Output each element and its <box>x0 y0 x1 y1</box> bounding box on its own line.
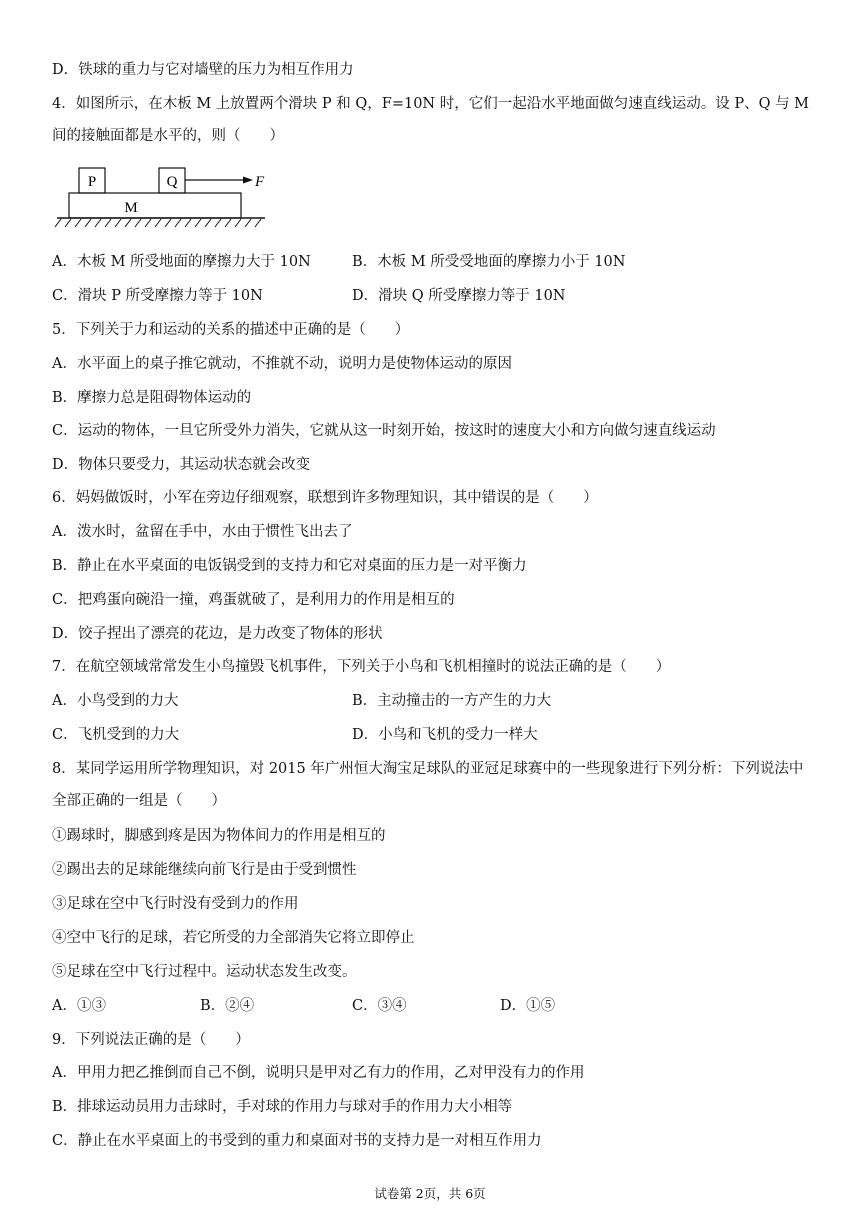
q7-option-a: A．小鸟受到的力大 <box>52 693 179 709</box>
q6-stem: 6．妈妈做饭时，小军在旁边仔细观察，联想到许多物理知识，其中错误的是（ ） <box>52 490 598 506</box>
q4-figure <box>55 162 270 234</box>
q8-stem: 8．某同学运用所学物理知识，对 2015 年广州恒大淘宝足球队的亚冠足球赛中的一些现象进行下列分析：下列说法中全部正确的一组是（ ） <box>52 761 804 809</box>
q6-option-c: C．把鸡蛋向碗沿一撞，鸡蛋就破了，是利用力的作用是相互的 <box>52 592 455 608</box>
q9-stem: 9．下列说法正确的是（ ） <box>52 1032 250 1048</box>
force-arrow-head <box>243 177 253 184</box>
q5-stem: 5．下列关于力和运动的关系的描述中正确的是（ ） <box>52 322 410 338</box>
q8-option-a: A．①③ <box>52 998 106 1014</box>
q9-option-c: C．静止在水平桌面上的书受到的重力和桌面对书的支持力是一对相互作用力 <box>52 1133 542 1149</box>
q8-item-5: ⑤足球在空中飞行过程中。运动状态发生改变。 <box>52 964 357 980</box>
force-label: F <box>255 174 265 190</box>
q8-option-b: B．②④ <box>200 998 255 1014</box>
q9-option-b: B．排球运动员用力击球时，手对球的作用力与球对手的作用力大小相等 <box>52 1099 513 1115</box>
q3-option-d: D．铁球的重力与它对墙壁的压力为相互作用力 <box>52 62 354 78</box>
q6-option-d: D．饺子捏出了漂亮的花边，是力改变了物体的形状 <box>52 626 383 642</box>
q8-item-1: ①踢球时，脚感到疼是因为物体间力的作用是相互的 <box>52 828 386 844</box>
board-m <box>69 193 241 218</box>
q7-option-d: D．小鸟和飞机的受力一样大 <box>352 727 538 743</box>
page-footer: 试卷第 2页，共 6页 <box>374 1186 486 1201</box>
q5-option-b: B．摩擦力总是阻碍物体运动的 <box>52 390 252 406</box>
q7-option-c: C．飞机受到的力大 <box>52 727 180 743</box>
q8-item-4: ④空中飞行的足球，若它所受的力全部消失它将立即停止 <box>52 930 415 946</box>
board-m-label: M <box>124 200 138 216</box>
q8-option-d: D．①⑤ <box>500 998 556 1014</box>
block-q-label: Q <box>166 174 178 190</box>
q9-option-a: A．甲用力把乙推倒而自己不倒，说明只是甲对乙有力的作用，乙对甲没有力的作用 <box>52 1065 585 1081</box>
ground-hatching <box>55 219 261 227</box>
q6-option-b: B．静止在水平桌面的电饭锅受到的支持力和它对桌面的压力是一对平衡力 <box>52 558 527 574</box>
q7-option-b: B．主动撞击的一方产生的力大 <box>352 693 552 709</box>
q4-option-b: B．木板 M 所受受地面的摩擦力小于 10N <box>352 254 626 270</box>
q4-option-a: A．木板 M 所受地面的摩擦力大于 10N <box>52 254 311 270</box>
q5-option-c: C．运动的物体，一旦它所受外力消失，它就从这一时刻开始，按这时的速度大小和方向做匀速直线运动 <box>52 423 716 439</box>
q4-stem: 4．如图所示，在木板 M 上放置两个滑块 P 和 Q，F=10N 时，它们一起沿水平地面做匀速直线运动。设 P、Q 与 M 间的接触面都是水平的，则（ ） <box>52 96 810 144</box>
q5-option-d: D．物体只要受力，其运动状态就会改变 <box>52 457 311 473</box>
q8-option-c: C．③④ <box>352 998 407 1014</box>
q8-item-2: ②踢出去的足球能继续向前飞行是由于受到惯性 <box>52 862 357 878</box>
q8-item-3: ③足球在空中飞行时没有受到力的作用 <box>52 896 299 912</box>
q5-option-a: A．水平面上的桌子推它就动，不推就不动，说明力是使物体运动的原因 <box>52 356 512 372</box>
q4-option-c: C．滑块 P 所受摩擦力等于 10N <box>52 288 263 304</box>
q4-option-d: D．滑块 Q 所受摩擦力等于 10N <box>352 288 566 304</box>
q6-option-a: A．泼水时，盆留在手中，水由于惯性飞出去了 <box>52 524 353 540</box>
q7-stem: 7．在航空领域常常发生小鸟撞毁飞机事件，下列关于小鸟和飞机相撞时的说法正确的是（ ） <box>52 659 671 675</box>
block-p-label: P <box>87 174 97 190</box>
